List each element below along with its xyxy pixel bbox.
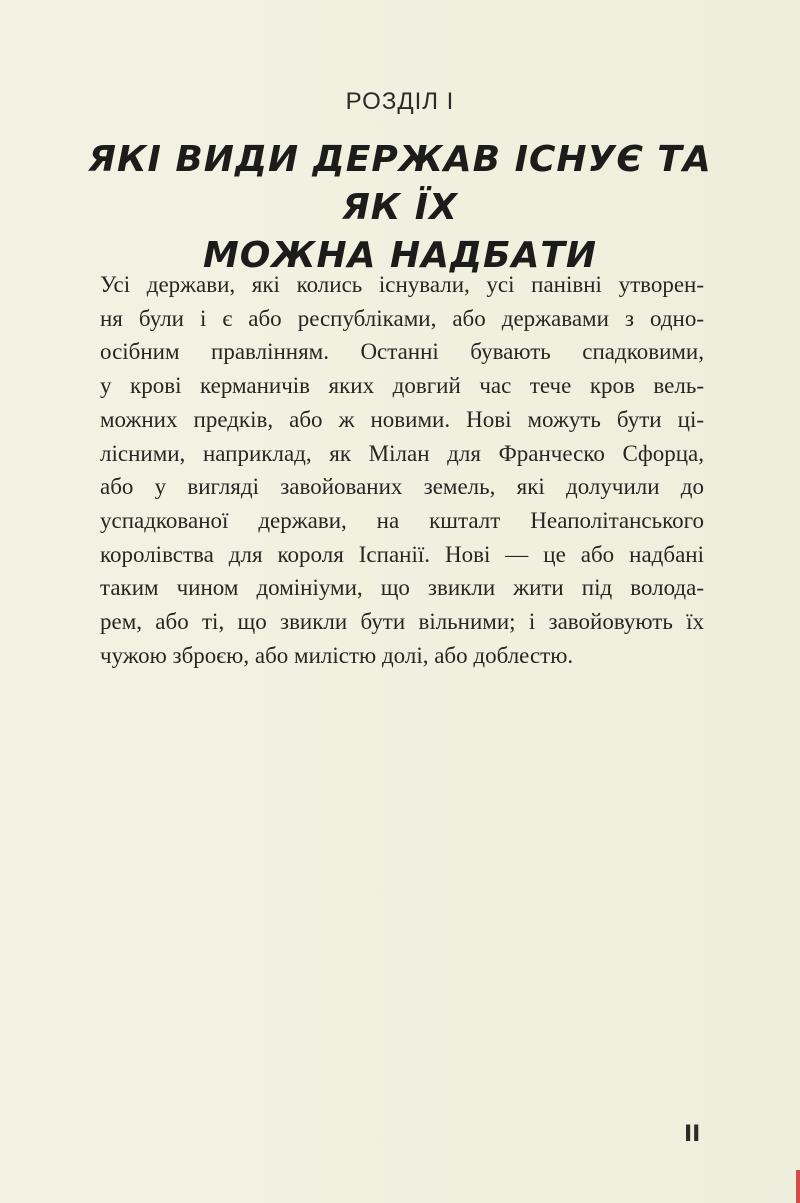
paragraph-line: у крові керманичів яких довгий час тече кров вель- xyxy=(100,373,704,399)
paragraph-line: таким чином домініуми, що звикли жити під волода- xyxy=(100,575,704,601)
page-number: II xyxy=(684,1122,701,1147)
paragraph-line: можних предків, або ж новими. Нові можуть бути ці- xyxy=(100,406,704,432)
paragraph-line: Усі держави, які колись існували, усі панівні утворен- xyxy=(100,272,704,297)
page-edge-mark xyxy=(796,1170,800,1203)
chapter-title-line-1: ЯКІ ВИДИ ДЕРЖАВ ІСНУЄ ТА ЯК ЇХ xyxy=(88,139,712,228)
paragraph-line: лісними, наприклад, як Мілан для Франческо Сфорца, xyxy=(100,440,704,466)
body-paragraph xyxy=(100,268,704,672)
chapter-title xyxy=(60,136,740,280)
chapter-title-line-2: МОЖНА НАДБАТИ xyxy=(202,235,598,276)
chapter-label: РОЗДІЛ І xyxy=(345,88,455,115)
paragraph-line: або у вигляді завойованих земель, які долучили до xyxy=(100,474,704,500)
paragraph-line: рем, або ті, що звикли бути вільними; і завойовують їх xyxy=(100,609,704,635)
paragraph-line: осібним правлінням. Останні бувають спадковими, xyxy=(100,339,704,365)
paragraph-line: успадкованої держави, на кшталт Неаполітанського xyxy=(100,507,704,533)
paragraph-line: ня були і є або республіками, або державами з одно- xyxy=(100,305,704,331)
paragraph-line: королівства для короля Іспанії. Нові — це або надбані xyxy=(100,541,704,567)
paragraph-line: чужою зброєю, або милістю долі, або доблестю. xyxy=(100,642,574,668)
